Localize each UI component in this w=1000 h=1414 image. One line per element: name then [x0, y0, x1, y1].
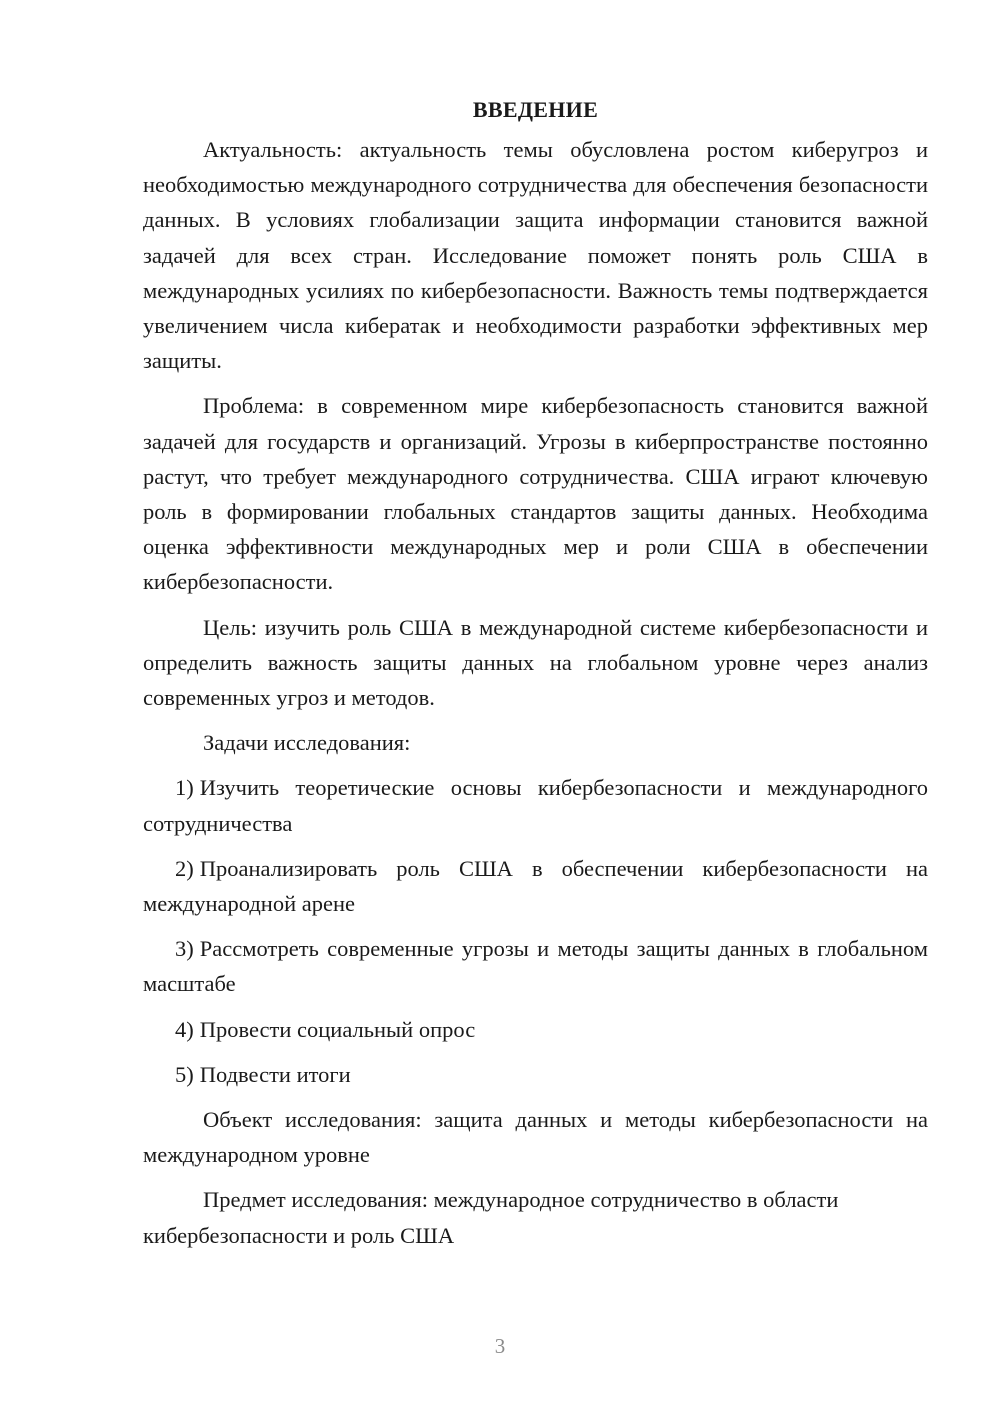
- paragraph-goal: Цель: изучить роль США в международной системе кибербезопасности и определить важность защиты данных на глобальном уровне через анализ современных угроз и методов.: [143, 614, 928, 711]
- list-item: [143, 851, 928, 921]
- list-item-number: 3): [175, 936, 194, 962]
- paragraph-problem: Проблема: в современном мире кибербезопасность становится важной задачей для государств и организаций. Угрозы в киберпространстве постоянно растут, что требует международного сотрудничества. США играют ключевую роль в формировании глобальных стандартов защиты данных. Необходима оценка эффективности международных мер и роли США в обеспечении кибербезопасности.: [143, 393, 928, 595]
- list-item-number: 2): [175, 855, 194, 881]
- list-item-text: Подвести итоги: [199, 1061, 351, 1087]
- paragraph-relevance: Актуальность: актуальность темы обусловлена ростом киберугроз и необходимостью международного сотрудничества для обеспечения безопасности данных. В условиях глобализации защита информации становится важной задачей для всех стран. Исследование поможет понять роль США в международных усилиях по кибербезопасности. Важность темы подтверждается увеличением числа кибератак и необходимости разработки эффективных мер защиты.: [143, 137, 928, 374]
- list-item-number: 5): [175, 1061, 194, 1087]
- list-item: [143, 1012, 928, 1047]
- list-item-text: Изучить теоретические основы кибербезопасности и международного сотрудничества: [143, 775, 928, 836]
- paragraph-tasks-intro: Задачи исследования:: [203, 730, 411, 756]
- page-number: 3: [494, 1334, 506, 1358]
- tasks-list: [143, 770, 928, 1092]
- list-item-number: 1): [175, 775, 194, 801]
- list-item-text: Рассмотреть современные угрозы и методы защиты данных в глобальном масштабе: [143, 936, 928, 997]
- paragraph-object: Объект исследования: защита данных и методы кибербезопасности на международном уровне: [143, 1107, 928, 1168]
- list-item-number: 4): [175, 1016, 194, 1042]
- section-heading: ВВЕДЕНИЕ: [472, 97, 599, 122]
- list-item-text: Провести социальный опрос: [199, 1016, 476, 1042]
- list-item: [143, 770, 928, 840]
- document-page: [143, 92, 928, 1263]
- list-item: [143, 1057, 928, 1092]
- list-item: [143, 931, 928, 1001]
- list-item-text: Проанализировать роль США в обеспечении кибербезопасности на международной арене: [143, 855, 928, 917]
- paragraph-subject: Предмет исследования: международное сотрудничество в области кибербезопасности и роль США: [143, 1187, 839, 1248]
